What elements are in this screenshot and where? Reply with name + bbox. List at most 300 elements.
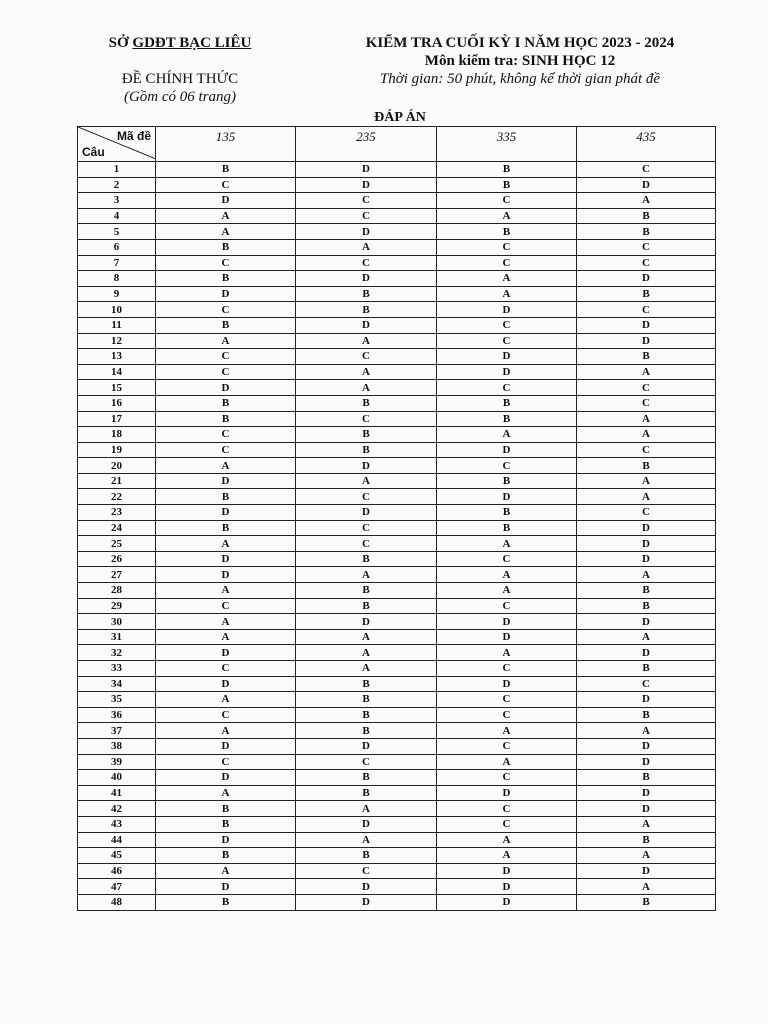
- table-row: [78, 302, 716, 318]
- question-number: 37: [78, 723, 156, 739]
- answer-cell: A: [577, 411, 716, 427]
- answer-cell: D: [156, 645, 296, 661]
- exam-code-135: 135: [156, 127, 296, 162]
- answer-cell: B: [156, 239, 296, 255]
- answer-cell: C: [437, 380, 577, 396]
- answer-cell: A: [156, 863, 296, 879]
- answer-cell: D: [156, 879, 296, 895]
- table-row: [78, 505, 716, 521]
- answer-cell: C: [437, 707, 577, 723]
- answer-cell: A: [296, 239, 437, 255]
- answer-cell: A: [156, 224, 296, 240]
- answer-cell: B: [296, 583, 437, 599]
- table-row: [78, 676, 716, 692]
- table-row: [78, 364, 716, 380]
- answer-cell: B: [156, 520, 296, 536]
- answer-cell: D: [296, 894, 437, 910]
- question-number: 42: [78, 801, 156, 817]
- answer-cell: D: [437, 863, 577, 879]
- answer-cell: C: [437, 816, 577, 832]
- answer-cell: D: [156, 193, 296, 209]
- answer-cell: C: [296, 193, 437, 209]
- answer-cell: D: [577, 520, 716, 536]
- answer-cell: D: [577, 271, 716, 287]
- answer-table-body: [78, 162, 716, 911]
- table-row: [78, 473, 716, 489]
- exam-block: [336, 34, 704, 88]
- answer-cell: A: [156, 614, 296, 630]
- answer-cell: C: [296, 411, 437, 427]
- exam-code-435: 435: [577, 127, 716, 162]
- answer-cell: C: [156, 754, 296, 770]
- answer-cell: C: [156, 302, 296, 318]
- table-row: [78, 224, 716, 240]
- answer-cell: A: [296, 567, 437, 583]
- answer-cell: B: [437, 520, 577, 536]
- answer-cell: C: [577, 380, 716, 396]
- answer-cell: C: [577, 302, 716, 318]
- question-number: 13: [78, 349, 156, 365]
- answer-cell: C: [156, 177, 296, 193]
- answer-cell: D: [577, 645, 716, 661]
- answer-cell: B: [437, 395, 577, 411]
- answer-cell: B: [437, 505, 577, 521]
- table-row: [78, 536, 716, 552]
- answer-cell: A: [437, 723, 577, 739]
- answer-cell: B: [577, 583, 716, 599]
- answer-cell: B: [437, 177, 577, 193]
- answer-cell: A: [156, 785, 296, 801]
- answer-cell: B: [296, 551, 437, 567]
- answer-cell: A: [296, 333, 437, 349]
- table-row: [78, 598, 716, 614]
- answer-cell: D: [437, 676, 577, 692]
- answer-cell: D: [296, 505, 437, 521]
- question-number: 10: [78, 302, 156, 318]
- answer-cell: A: [296, 473, 437, 489]
- answer-cell: C: [437, 598, 577, 614]
- table-row: [78, 583, 716, 599]
- answer-cell: B: [296, 692, 437, 708]
- page-count: (Gồm có 06 trang): [123, 89, 237, 105]
- answer-cell: D: [296, 458, 437, 474]
- question-number: 33: [78, 661, 156, 677]
- question-number: 43: [78, 816, 156, 832]
- answer-cell: C: [577, 162, 716, 178]
- answer-cell: B: [296, 707, 437, 723]
- table-row: [78, 879, 716, 895]
- answer-cell: A: [156, 458, 296, 474]
- table-row: [78, 239, 716, 255]
- answer-cell: B: [577, 894, 716, 910]
- answer-cell: B: [577, 707, 716, 723]
- answer-cell: A: [577, 879, 716, 895]
- answer-cell: C: [437, 333, 577, 349]
- answer-cell: C: [437, 770, 577, 786]
- answer-cell: B: [437, 224, 577, 240]
- answer-cell: D: [296, 162, 437, 178]
- answer-cell: D: [577, 738, 716, 754]
- answer-cell: C: [296, 255, 437, 271]
- question-number: 9: [78, 286, 156, 302]
- answer-cell: C: [577, 676, 716, 692]
- table-row: [78, 832, 716, 848]
- question-number: 5: [78, 224, 156, 240]
- issuer-name: [60, 34, 300, 52]
- answer-cell: C: [296, 754, 437, 770]
- answer-cell: B: [156, 271, 296, 287]
- answer-cell: D: [296, 224, 437, 240]
- answer-cell: B: [577, 661, 716, 677]
- question-number: 44: [78, 832, 156, 848]
- answer-cell: B: [437, 411, 577, 427]
- question-number: 4: [78, 208, 156, 224]
- answer-cell: B: [296, 770, 437, 786]
- answer-cell: D: [437, 349, 577, 365]
- answer-cell: C: [296, 208, 437, 224]
- question-number: 40: [78, 770, 156, 786]
- issuer-department: GDĐT BẠC LIÊU: [132, 35, 252, 51]
- question-number: 41: [78, 785, 156, 801]
- answer-cell: B: [156, 816, 296, 832]
- answer-cell: C: [437, 661, 577, 677]
- answer-cell: A: [156, 692, 296, 708]
- answer-cell: C: [437, 193, 577, 209]
- table-row: [78, 816, 716, 832]
- answer-cell: A: [437, 208, 577, 224]
- answer-cell: B: [296, 442, 437, 458]
- question-number: 28: [78, 583, 156, 599]
- question-number: 11: [78, 317, 156, 333]
- answer-cell: A: [577, 427, 716, 443]
- answer-cell: A: [437, 567, 577, 583]
- answer-cell: A: [577, 629, 716, 645]
- question-number: 39: [78, 754, 156, 770]
- answer-cell: C: [156, 442, 296, 458]
- answer-cell: D: [296, 177, 437, 193]
- answer-cell: C: [437, 551, 577, 567]
- answer-cell: B: [296, 723, 437, 739]
- question-number: 20: [78, 458, 156, 474]
- answer-cell: B: [296, 676, 437, 692]
- answer-cell: B: [156, 162, 296, 178]
- table-row: [78, 411, 716, 427]
- answer-cell: A: [437, 271, 577, 287]
- answer-cell: B: [296, 302, 437, 318]
- question-number: 14: [78, 364, 156, 380]
- table-row: [78, 567, 716, 583]
- table-row: [78, 380, 716, 396]
- answer-cell: A: [577, 848, 716, 864]
- answer-cell: D: [577, 754, 716, 770]
- corner-cell: [78, 127, 156, 162]
- answer-cell: D: [577, 333, 716, 349]
- table-row: [78, 520, 716, 536]
- table-row: [78, 349, 716, 365]
- question-number: 23: [78, 505, 156, 521]
- table-row: [78, 738, 716, 754]
- question-number: 38: [78, 738, 156, 754]
- answer-cell: B: [296, 598, 437, 614]
- answer-cell: A: [437, 754, 577, 770]
- table-row: [78, 801, 716, 817]
- question-number: 7: [78, 255, 156, 271]
- answer-cell: A: [577, 193, 716, 209]
- table-row: [78, 848, 716, 864]
- question-number: 19: [78, 442, 156, 458]
- answer-cell: D: [156, 286, 296, 302]
- answer-cell: D: [156, 505, 296, 521]
- question-number: 46: [78, 863, 156, 879]
- answer-cell: D: [296, 614, 437, 630]
- answer-cell: C: [437, 738, 577, 754]
- answer-cell: C: [577, 505, 716, 521]
- answer-cell: D: [437, 364, 577, 380]
- answer-cell: B: [156, 317, 296, 333]
- answer-cell: C: [156, 427, 296, 443]
- question-number: 48: [78, 894, 156, 910]
- answer-cell: B: [577, 349, 716, 365]
- answer-cell: D: [577, 317, 716, 333]
- answer-cell: A: [156, 536, 296, 552]
- issuer-prefix: SỞ: [108, 35, 133, 51]
- answer-cell: A: [156, 629, 296, 645]
- question-number: 24: [78, 520, 156, 536]
- answer-cell: B: [156, 848, 296, 864]
- answer-cell: B: [577, 598, 716, 614]
- table-row: [78, 442, 716, 458]
- answer-cell: D: [156, 832, 296, 848]
- table-row: [78, 286, 716, 302]
- answer-cell: A: [437, 583, 577, 599]
- answer-cell: D: [577, 536, 716, 552]
- answer-cell: D: [296, 271, 437, 287]
- table-row: [78, 427, 716, 443]
- table-row: [78, 317, 716, 333]
- question-number: 17: [78, 411, 156, 427]
- answer-cell: C: [437, 239, 577, 255]
- question-number: 35: [78, 692, 156, 708]
- answer-cell: D: [156, 473, 296, 489]
- answer-cell: A: [577, 473, 716, 489]
- answer-cell: D: [437, 879, 577, 895]
- answer-cell: C: [577, 239, 716, 255]
- answer-cell: C: [156, 598, 296, 614]
- answer-cell: A: [577, 567, 716, 583]
- answer-cell: A: [296, 645, 437, 661]
- answer-cell: C: [577, 395, 716, 411]
- official-label: ĐỀ CHÍNH THỨC: [121, 71, 239, 87]
- answer-cell: C: [296, 536, 437, 552]
- question-number: 36: [78, 707, 156, 723]
- exam-code-header: Mã đề: [116, 129, 151, 143]
- table-row: [78, 645, 716, 661]
- question-header: Câu: [82, 145, 105, 159]
- answer-cell: D: [577, 785, 716, 801]
- answer-cell: B: [156, 411, 296, 427]
- question-number: 6: [78, 239, 156, 255]
- table-row: [78, 661, 716, 677]
- table-row: [78, 489, 716, 505]
- table-row: [78, 177, 716, 193]
- answer-cell: C: [437, 317, 577, 333]
- answer-cell: D: [577, 177, 716, 193]
- exam-subject: Môn kiểm tra: SINH HỌC 12: [424, 53, 616, 69]
- answer-cell: C: [437, 692, 577, 708]
- table-row: [78, 692, 716, 708]
- answer-cell: C: [296, 863, 437, 879]
- exam-code-335: 335: [437, 127, 577, 162]
- answer-cell: C: [577, 255, 716, 271]
- answer-cell: C: [296, 489, 437, 505]
- answer-cell: C: [156, 661, 296, 677]
- question-number: 2: [78, 177, 156, 193]
- question-number: 18: [78, 427, 156, 443]
- answer-cell: B: [437, 162, 577, 178]
- answer-cell: D: [437, 785, 577, 801]
- answer-cell: B: [156, 489, 296, 505]
- question-number: 32: [78, 645, 156, 661]
- answer-cell: B: [577, 832, 716, 848]
- answer-cell: A: [296, 661, 437, 677]
- question-number: 25: [78, 536, 156, 552]
- answer-cell: C: [296, 349, 437, 365]
- answer-cell: B: [437, 473, 577, 489]
- question-number: 27: [78, 567, 156, 583]
- answer-cell: B: [577, 208, 716, 224]
- question-number: 29: [78, 598, 156, 614]
- answer-cell: B: [577, 770, 716, 786]
- table-row: [78, 707, 716, 723]
- issuer-block: [60, 34, 300, 106]
- answer-cell: D: [156, 676, 296, 692]
- answer-cell: C: [156, 364, 296, 380]
- answer-cell: C: [156, 707, 296, 723]
- answer-cell: B: [296, 286, 437, 302]
- table-row: [78, 333, 716, 349]
- table-row: [78, 614, 716, 630]
- table-row: [78, 785, 716, 801]
- answer-cell: A: [577, 816, 716, 832]
- answer-cell: D: [296, 738, 437, 754]
- answer-cell: C: [437, 458, 577, 474]
- answer-cell: B: [296, 848, 437, 864]
- question-number: 12: [78, 333, 156, 349]
- answer-cell: C: [156, 349, 296, 365]
- table-row: [78, 863, 716, 879]
- answer-cell: D: [296, 816, 437, 832]
- question-number: 16: [78, 395, 156, 411]
- answer-cell: A: [437, 286, 577, 302]
- answer-cell: A: [437, 645, 577, 661]
- question-number: 26: [78, 551, 156, 567]
- table-row: [78, 193, 716, 209]
- table-row: [78, 894, 716, 910]
- answer-cell: B: [156, 395, 296, 411]
- answer-cell: B: [296, 395, 437, 411]
- exam-title: KIỂM TRA CUỐI KỲ I NĂM HỌC 2023 - 2024: [365, 35, 675, 51]
- exam-time: Thời gian: 50 phút, không kể thời gian phát đề: [379, 71, 661, 87]
- answer-cell: D: [577, 692, 716, 708]
- question-number: 34: [78, 676, 156, 692]
- answer-cell: D: [156, 738, 296, 754]
- table-row: [78, 551, 716, 567]
- answer-cell: A: [156, 333, 296, 349]
- answer-cell: D: [577, 551, 716, 567]
- answer-cell: A: [577, 489, 716, 505]
- answer-cell: D: [577, 801, 716, 817]
- question-number: 31: [78, 629, 156, 645]
- answer-cell: A: [437, 427, 577, 443]
- question-number: 15: [78, 380, 156, 396]
- table-row: [78, 271, 716, 287]
- answer-cell: A: [577, 364, 716, 380]
- answer-key-title: ĐÁP ÁN: [374, 110, 426, 125]
- answer-cell: D: [156, 380, 296, 396]
- answer-cell: B: [577, 224, 716, 240]
- table-row: [78, 255, 716, 271]
- answer-cell: D: [437, 442, 577, 458]
- table-row: [78, 723, 716, 739]
- answer-cell: A: [437, 536, 577, 552]
- table-row: [78, 629, 716, 645]
- answer-cell: D: [156, 567, 296, 583]
- answer-cell: B: [156, 894, 296, 910]
- question-number: 1: [78, 162, 156, 178]
- answer-cell: A: [296, 629, 437, 645]
- answer-cell: A: [156, 723, 296, 739]
- question-number: 21: [78, 473, 156, 489]
- answer-cell: D: [296, 879, 437, 895]
- answer-cell: A: [156, 208, 296, 224]
- question-number: 8: [78, 271, 156, 287]
- table-header-row: [78, 127, 716, 162]
- answer-cell: C: [156, 255, 296, 271]
- answer-cell: D: [577, 614, 716, 630]
- answer-cell: D: [156, 551, 296, 567]
- answer-table: [77, 126, 716, 911]
- table-row: [78, 208, 716, 224]
- question-number: 47: [78, 879, 156, 895]
- answer-cell: C: [577, 442, 716, 458]
- table-row: [78, 395, 716, 411]
- question-number: 3: [78, 193, 156, 209]
- exam-code-235: 235: [296, 127, 437, 162]
- answer-cell: D: [437, 894, 577, 910]
- answer-cell: B: [296, 427, 437, 443]
- answer-cell: D: [437, 489, 577, 505]
- question-number: 22: [78, 489, 156, 505]
- answer-cell: D: [296, 317, 437, 333]
- answer-cell: D: [437, 302, 577, 318]
- answer-cell: D: [437, 614, 577, 630]
- table-row: [78, 162, 716, 178]
- table-row: [78, 770, 716, 786]
- answer-cell: B: [577, 458, 716, 474]
- answer-cell: D: [437, 629, 577, 645]
- answer-cell: D: [577, 863, 716, 879]
- question-number: 45: [78, 848, 156, 864]
- answer-cell: A: [156, 583, 296, 599]
- answer-cell: C: [296, 520, 437, 536]
- answer-cell: B: [577, 286, 716, 302]
- table-row: [78, 754, 716, 770]
- table-row: [78, 458, 716, 474]
- answer-cell: A: [437, 832, 577, 848]
- answer-cell: A: [296, 832, 437, 848]
- answer-cell: C: [437, 255, 577, 271]
- answer-cell: B: [296, 785, 437, 801]
